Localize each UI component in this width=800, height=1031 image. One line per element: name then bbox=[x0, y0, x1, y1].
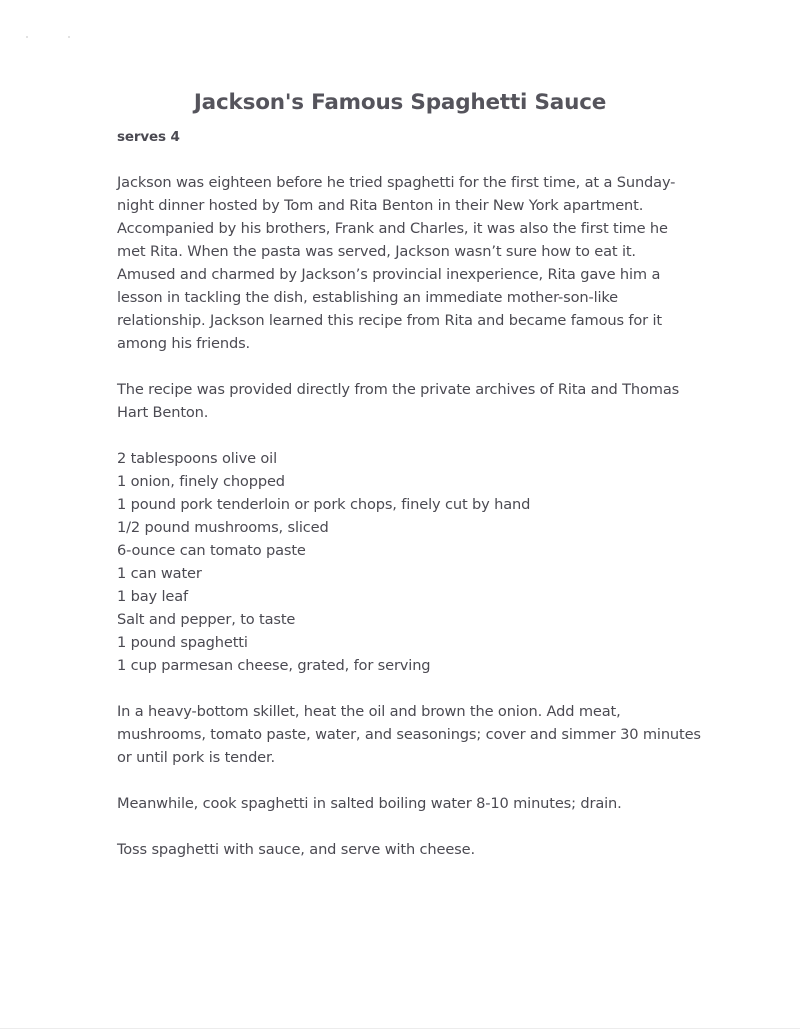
recipe-title: Jackson's Famous Spaghetti Sauce bbox=[193, 90, 607, 115]
ingredient-item: 1 bay leaf bbox=[117, 588, 189, 605]
ingredient-item: Salt and pepper, to taste bbox=[117, 611, 296, 628]
ingredient-item: 1 onion, finely chopped bbox=[117, 473, 285, 490]
intro-line: night dinner hosted by Tom and Rita Benton in their New York apartment. bbox=[117, 197, 644, 214]
step-line: Meanwhile, cook spaghetti in salted boiling water 8-10 minutes; drain. bbox=[117, 795, 622, 812]
ingredient-item: 1 cup parmesan cheese, grated, for serving bbox=[117, 657, 431, 674]
step-line: or until pork is tender. bbox=[117, 749, 276, 766]
intro-line: Amused and charmed by Jackson’s provincial inexperience, Rita gave him a bbox=[117, 266, 661, 283]
intro-line: met Rita. When the pasta was served, Jackson wasn’t sure how to eat it. bbox=[117, 243, 636, 260]
ingredient-list bbox=[117, 447, 697, 677]
step-line: Toss spaghetti with sauce, and serve with cheese. bbox=[117, 841, 475, 858]
step-line: mushrooms, tomato paste, water, and seasonings; cover and simmer 30 minutes bbox=[117, 726, 701, 743]
intro-line: lesson in tackling the dish, establishing an immediate mother-son-like bbox=[117, 289, 619, 306]
ingredient-item: 2 tablespoons olive oil bbox=[117, 450, 277, 467]
intro-line: Jackson was eighteen before he tried spaghetti for the first time, at a Sunday- bbox=[117, 174, 676, 191]
source-line: Hart Benton. bbox=[117, 404, 209, 421]
instruction-step bbox=[117, 838, 697, 861]
ingredient-item: 1 pound spaghetti bbox=[117, 634, 248, 651]
scan-speck bbox=[26, 36, 28, 38]
intro-line: Accompanied by his brothers, Frank and Charles, it was also the first time he bbox=[117, 220, 668, 237]
intro-line: among his friends. bbox=[117, 335, 251, 352]
step-line: In a heavy-bottom skillet, heat the oil and brown the onion. Add meat, bbox=[117, 703, 621, 720]
scan-speck bbox=[68, 36, 70, 38]
intro-line: relationship. Jackson learned this recipe from Rita and became famous for it bbox=[117, 312, 662, 329]
scan-bottom-edge bbox=[0, 1028, 800, 1029]
instruction-step bbox=[117, 700, 701, 769]
ingredient-item: 6-ounce can tomato paste bbox=[117, 542, 306, 559]
recipe-body bbox=[117, 126, 701, 861]
intro-paragraph bbox=[117, 171, 697, 355]
serving-size: serves 4 bbox=[117, 129, 180, 145]
ingredient-item: 1 can water bbox=[117, 565, 202, 582]
source-paragraph bbox=[117, 378, 697, 424]
ingredient-item: 1/2 pound mushrooms, sliced bbox=[117, 519, 329, 536]
instruction-step bbox=[117, 792, 697, 815]
ingredient-item: 1 pound pork tenderloin or pork chops, finely cut by hand bbox=[117, 496, 531, 513]
source-line: The recipe was provided directly from the private archives of Rita and Thomas bbox=[117, 381, 680, 398]
